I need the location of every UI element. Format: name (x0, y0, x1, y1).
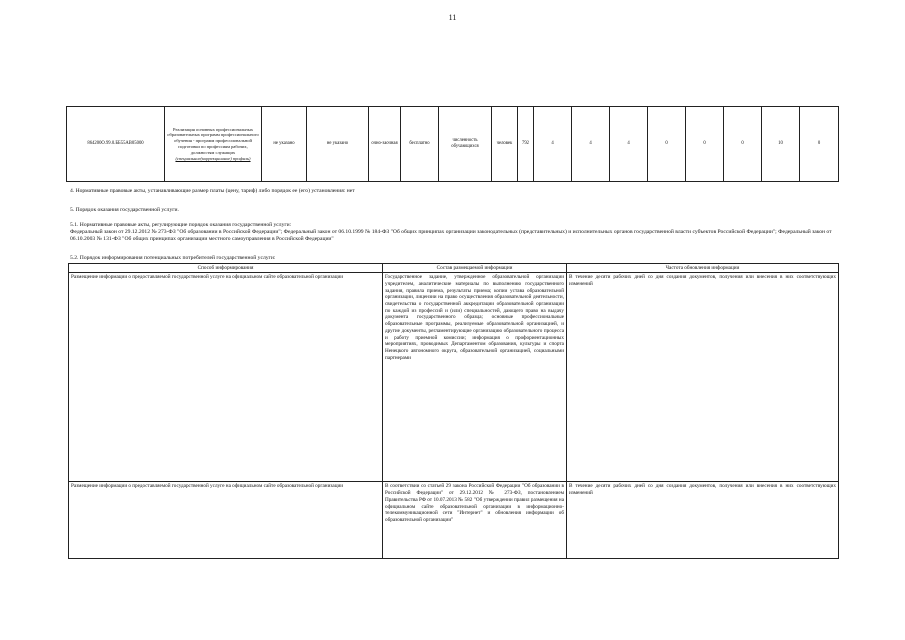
method-cell: Размещение информации о предоставляемой государственной услуге на официальном сайте образовательной организации (69, 482, 383, 559)
column-header: Состав размещаемой информации (383, 264, 567, 273)
section-5-1-text: Федеральный закон от 29.12.2012 № 273-ФЗ "Об образовании в Российской Федерации"; Федеральный закон от 06.10.1999 № 184-ФЗ "Об общих принципах организации законодательных (представительных) и исполнительных органов государственной власти субъектов Российской Федерации"; Федеральный закон от 06.10.2003 № 131-ФЗ "Об общих принципах организации местного самоуправления в Российской Федерации" (70, 229, 832, 242)
value-cell: 0 (648, 107, 686, 182)
program-cell (165, 107, 262, 182)
information-table (68, 263, 839, 559)
frequency-cell: В течение десяти рабочих дней со дня создания документов, получения или внесения в них соответствующих изменений (567, 273, 839, 482)
section-4-text: 4. Нормативные правовые акты, устанавливающие размер платы (цену, тариф) либо порядок ее (его) установления: нет (70, 188, 355, 194)
frequency-cell: В течение десяти рабочих дней со дня создания документов, получения или внесения в них соответствующих изменений (567, 482, 839, 559)
content-cell: Государственное задание, утвержденное образовательной организации учредителем, аналитические материалы по выполнению государственного задания, правила приема, результаты приема; копии устава образовательной организации, лицензии на право осуществления образовательной деятельности, свидетельства о государственной аккредитации образовательной организации по каждой из профессий и (или) специальностей, дающего право на выдачу документа государственного образца; основные профессиональные образовательные программы, реализуемые образовательной организацией, и другие документы, регламентирующие организацию образовательного процесса и работу приемной комиссии; информация о профориентационных мероприятиях, проводимых Департаментом образования, культуры и спорта Ненецкого автономного округа, образовательной организацией, социальными партнерами (383, 273, 567, 482)
value-cell: 10 (762, 107, 800, 182)
section-5-2-heading: 5.2. Порядок информирования потенциальных потребителей государственной услуги: (70, 255, 276, 261)
value-cell: 4 (610, 107, 648, 182)
okei-code-cell: 792 (518, 107, 534, 182)
unit-cell: человек (492, 107, 518, 182)
program-text: Реализация основных профессиональных образовательных программ профессионального обучения - программ профессиональной подготовки по профессиям рабочих, должностям служащих (167, 126, 259, 155)
value-cell: 0 (800, 107, 839, 182)
page-number: 11 (448, 13, 457, 22)
indicator-name-cell: численность обучающихся (439, 107, 492, 182)
quality-indicators-table (66, 106, 839, 182)
table-header-row (69, 264, 839, 273)
program-italic-text: (специальное(коррекционное) профиль) (175, 155, 251, 161)
value-cell: 4 (534, 107, 572, 182)
value-cell: 0 (686, 107, 724, 182)
fee-cell: бесплатно (401, 107, 439, 182)
table-row (67, 107, 839, 182)
section-5-heading: 5. Порядок оказания государственной услуги. (70, 207, 179, 213)
content-cell-b: не указано (307, 107, 369, 182)
value-cell: 0 (724, 107, 762, 182)
value-cell: 4 (572, 107, 610, 182)
form-cell: очно-заочная (369, 107, 401, 182)
content-cell: В соответствии со статьей 29 закона Российской Федерации "Об образовании в Российской Федерации" от 29.12.2012 № 273-ФЗ, постановлением Правительства РФ от 10.07.2013 № 582 "Об утверждении правил размещения на официальном сайте образовательной организации в информационно-телекоммуникационной сети "Интернет" и обновления информации об образовательной организации" (383, 482, 567, 559)
registry-code-cell: 864200О.99.0.ББ55АВ05000 (67, 107, 165, 182)
content-cell-a: не указано (262, 107, 307, 182)
column-header: Частота обновления информации (567, 264, 839, 273)
table-row (69, 482, 839, 559)
column-header: Способ информирования (69, 264, 383, 273)
method-cell: Размещение информации о предоставляемой государственной услуге на официальном сайте образовательной организации (69, 273, 383, 482)
table-row (69, 273, 839, 482)
section-5-1-heading: 5.1. Нормативные правовые акты, регулирующие порядок оказания государственной услуги: (70, 222, 292, 228)
